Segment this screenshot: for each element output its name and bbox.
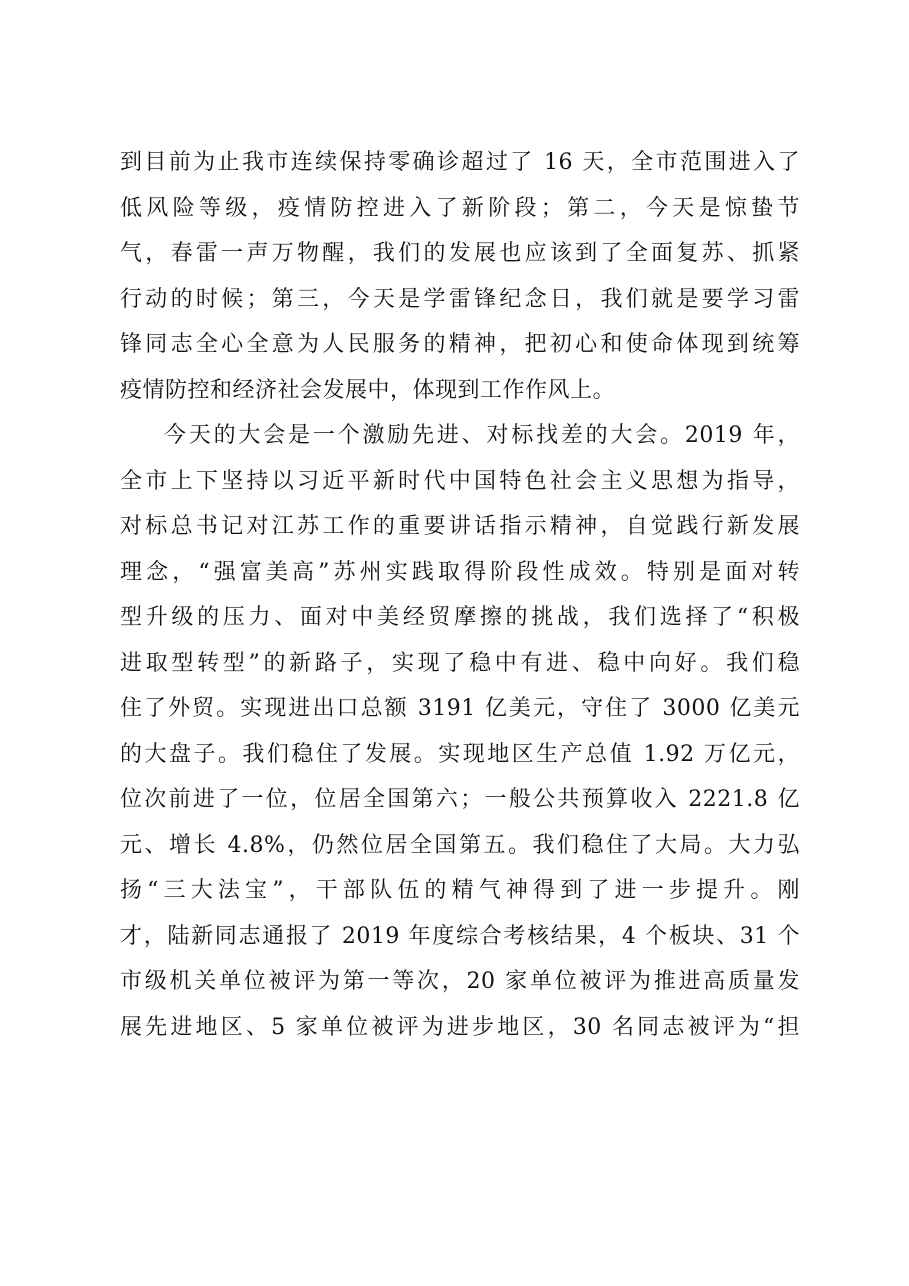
paragraph-2-line: 位次前进了一位，位居全国第六；一般公共预算收入 2221.8 亿 — [120, 787, 800, 812]
paragraph-1-line: 疫情防控和经济社会发展中，体现到工作作风上。 — [120, 377, 616, 403]
paragraph-2-line: 的大盘子。我们稳住了发展。实现地区生产总值 1.92 万亿元， — [120, 741, 800, 767]
paragraph-2-line: 今天的大会是一个激励先进、对标找差的大会。2019 年， — [164, 423, 800, 448]
paragraph-2-line: 元、增长 4.8%，仍然位居全国第五。我们稳住了大局。大力弘 — [120, 832, 800, 858]
paragraph-2-line: 市级机关单位被评为第一等次，20 家单位被评为推进高质量发 — [120, 969, 800, 994]
paragraph-2-line: 展先进地区、5 家单位被评为进步地区，30 名同志被评为“担 — [120, 1014, 800, 1040]
document-body — [120, 140, 800, 1050]
paragraph-1-line: 到目前为止我市连续保持零确诊超过了 16 天，全市范围进入了 — [120, 150, 800, 175]
paragraph-2-line: 扬“三大法宝”，干部队伍的精气神得到了进一步提升。刚 — [120, 878, 800, 903]
paragraph-2-line: 型升级的压力、面对中美经贸摩擦的挑战，我们选择了“积极 — [120, 605, 800, 630]
paragraph-1-line: 低风险等级，疫情防控进入了新阶段；第二，今天是惊蛰节 — [120, 195, 800, 221]
paragraph-1-line: 锋同志全心全意为人民服务的精神，把初心和使命体现到统筹 — [120, 332, 800, 357]
paragraph-2-line: 全市上下坚持以习近平新时代中国特色社会主义思想为指导， — [120, 468, 800, 494]
paragraph-2-line: 进取型转型”的新路子，实现了稳中有进、稳中向好。我们稳 — [120, 650, 800, 676]
paragraph-1-line: 气，春雷一声万物醒，我们的发展也应该到了全面复苏、抓紧 — [120, 241, 800, 266]
paragraph-2-line: 理念，“强富美高”苏州实践取得阶段性成效。特别是面对转 — [120, 559, 800, 585]
paragraph-1 — [120, 140, 800, 413]
paragraph-1-line: 行动的时候；第三，今天是学雷锋纪念日，我们就是要学习雷 — [120, 286, 800, 312]
paragraph-2-line: 对标总书记对江苏工作的重要讲话指示精神，自觉践行新发展 — [120, 514, 800, 539]
paragraph-2-line: 才，陆新同志通报了 2019 年度综合考核结果，4 个板块、31 个 — [120, 923, 800, 949]
paragraph-2-line: 住了外贸。实现进出口总额 3191 亿美元，守住了 3000 亿美元 — [120, 696, 800, 721]
paragraph-2 — [120, 413, 800, 1050]
